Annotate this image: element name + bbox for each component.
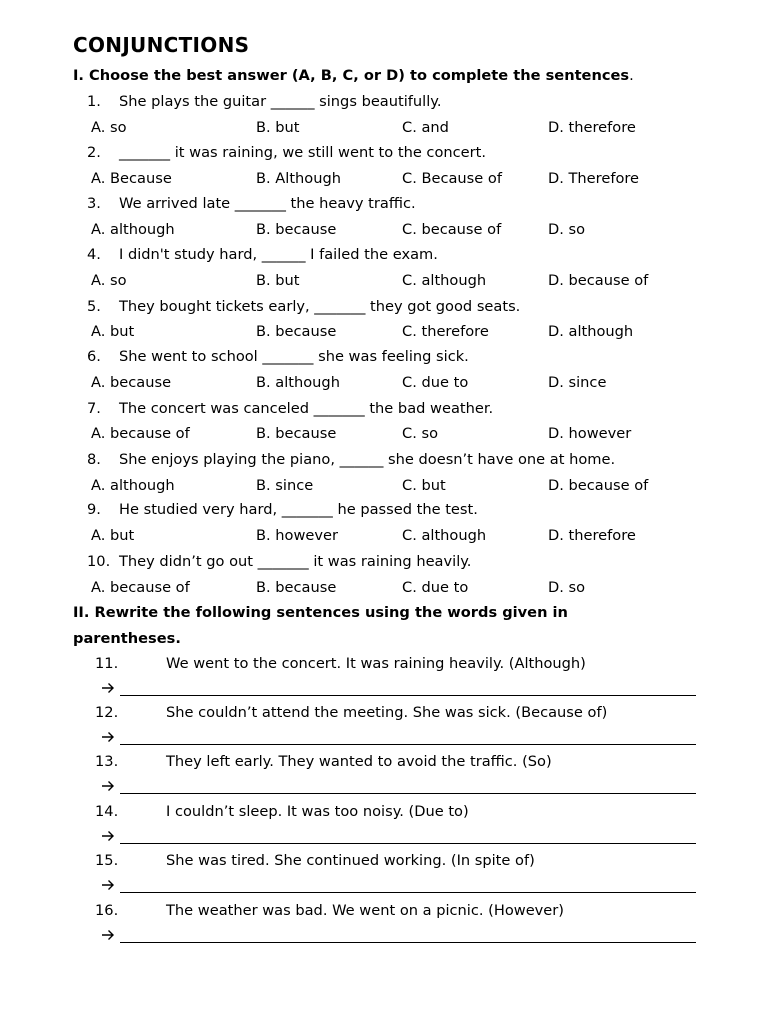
question-8 [87, 450, 615, 470]
question-number: 3. [87, 195, 101, 212]
answer-line-15[interactable] [100, 875, 696, 897]
question-text: The concert was canceled _______ the bad weather. [119, 400, 494, 417]
option-b: B. because [256, 323, 337, 340]
options-6 [91, 373, 711, 393]
answer-line-12[interactable] [100, 727, 696, 749]
rewrite-item-11 [95, 654, 586, 674]
option-d: D. since [548, 374, 607, 391]
question-text: We arrived late _______ the heavy traffic. [119, 195, 416, 212]
rewrite-number: 12. [95, 704, 119, 721]
option-a: A. although [91, 221, 175, 238]
options-8 [91, 476, 711, 496]
question-10 [87, 552, 471, 572]
question-1 [87, 92, 441, 112]
question-number: 4. [87, 246, 101, 263]
rewrite-item-16 [95, 901, 564, 921]
option-a: A. because of [91, 579, 190, 596]
option-a: A. because of [91, 425, 190, 442]
option-b: B. because [256, 579, 337, 596]
option-c: C. but [402, 477, 446, 494]
option-b: B. because [256, 221, 337, 238]
option-c: C. because of [402, 221, 502, 238]
question-5 [87, 297, 520, 317]
arrow-right-icon [100, 776, 116, 796]
option-a: A. but [91, 323, 135, 340]
option-b: B. because [256, 425, 337, 442]
question-text: She went to school _______ she was feeling sick. [119, 348, 469, 365]
section-1-heading-text: I. Choose the best answer (A, B, C, or D) to complete the sentences [73, 67, 630, 84]
question-text: They didn’t go out _______ it was raining heavily. [119, 553, 472, 570]
option-d: D. although [548, 323, 634, 340]
answer-underline [120, 695, 696, 696]
rewrite-number: 16. [95, 902, 119, 919]
rewrite-text: We went to the concert. It was raining heavily. (Although) [166, 655, 586, 672]
rewrite-number: 13. [95, 753, 119, 770]
question-number: 8. [87, 451, 101, 468]
option-d: D. however [548, 425, 632, 442]
option-d: D. because of [548, 477, 649, 494]
option-a: A. although [91, 477, 175, 494]
option-a: A. so [91, 119, 127, 136]
answer-underline [120, 892, 696, 893]
rewrite-item-12 [95, 703, 607, 723]
rewrite-text: I couldn’t sleep. It was too noisy. (Due to) [166, 803, 469, 820]
option-d: D. therefore [548, 527, 636, 544]
option-c: C. Because of [402, 170, 502, 187]
options-10 [91, 578, 711, 598]
options-2 [91, 169, 711, 189]
question-6 [87, 347, 469, 367]
rewrite-number: 14. [95, 803, 119, 820]
option-d: D. so [548, 221, 586, 238]
section-2-heading-line1: II. Rewrite the following sentences using the words given in [73, 604, 568, 621]
arrow-right-icon [100, 678, 116, 698]
rewrite-text: They left early. They wanted to avoid the traffic. (So) [166, 753, 552, 770]
answer-underline [120, 843, 696, 844]
option-b: B. although [256, 374, 340, 391]
option-b: B. since [256, 477, 314, 494]
question-text: They bought tickets early, _______ they got good seats. [119, 298, 521, 315]
question-9 [87, 500, 478, 520]
question-number: 1. [87, 93, 101, 110]
option-a: A. but [91, 527, 135, 544]
arrow-right-icon [100, 925, 116, 945]
question-text: She plays the guitar ______ sings beautifully. [119, 93, 442, 110]
question-text: _______ it was raining, we still went to the concert. [119, 144, 486, 161]
option-a: A. so [91, 272, 127, 289]
option-d: D. Therefore [548, 170, 640, 187]
rewrite-item-13 [95, 752, 552, 772]
option-b: B. but [256, 119, 300, 136]
arrow-right-icon [100, 727, 116, 747]
rewrite-text: The weather was bad. We went on a picnic. (However) [166, 902, 564, 919]
option-c: C. and [402, 119, 449, 136]
section-1-heading-period: . [629, 67, 634, 84]
option-c: C. although [402, 272, 487, 289]
question-4 [87, 245, 438, 265]
question-text: He studied very hard, _______ he passed the test. [119, 501, 478, 518]
answer-line-13[interactable] [100, 776, 696, 798]
option-c: C. due to [402, 579, 469, 596]
question-3 [87, 194, 416, 214]
question-text: I didn't study hard, ______ I failed the exam. [119, 246, 438, 263]
question-number: 7. [87, 400, 101, 417]
option-b: B. Although [256, 170, 341, 187]
question-text: She enjoys playing the piano, ______ she doesn’t have one at home. [119, 451, 616, 468]
answer-line-14[interactable] [100, 826, 696, 848]
answer-line-16[interactable] [100, 925, 696, 947]
rewrite-number: 15. [95, 852, 119, 869]
question-number: 9. [87, 501, 101, 518]
answer-underline [120, 744, 696, 745]
option-a: A. Because [91, 170, 172, 187]
option-b: B. but [256, 272, 300, 289]
answer-underline [120, 942, 696, 943]
question-2 [87, 143, 486, 163]
rewrite-text: She was tired. She continued working. (In spite of) [166, 852, 535, 869]
question-7 [87, 399, 493, 419]
question-number: 6. [87, 348, 101, 365]
options-5 [91, 322, 711, 342]
option-d: D. so [548, 579, 586, 596]
options-1 [91, 118, 711, 138]
arrow-right-icon [100, 826, 116, 846]
rewrite-text: She couldn’t attend the meeting. She was sick. (Because of) [166, 704, 608, 721]
question-number: 2. [87, 144, 101, 161]
option-c: C. so [402, 425, 438, 442]
option-d: D. because of [548, 272, 649, 289]
option-a: A. because [91, 374, 172, 391]
options-9 [91, 526, 711, 546]
arrow-right-icon [100, 875, 116, 895]
answer-underline [120, 793, 696, 794]
option-c: C. due to [402, 374, 469, 391]
page-title: CONJUNCTIONS [73, 33, 250, 57]
option-b: B. however [256, 527, 338, 544]
option-c: C. therefore [402, 323, 489, 340]
options-4 [91, 271, 711, 291]
section-2-heading-line2: parentheses. [73, 630, 181, 647]
options-7 [91, 424, 711, 444]
rewrite-number: 11. [95, 655, 119, 672]
options-3 [91, 220, 711, 240]
question-number: 10. [87, 553, 111, 570]
option-c: C. although [402, 527, 487, 544]
question-number: 5. [87, 298, 101, 315]
rewrite-item-15 [95, 851, 535, 871]
rewrite-item-14 [95, 802, 469, 822]
answer-line-11[interactable] [100, 678, 696, 700]
section-1-heading [73, 66, 634, 86]
option-d: D. therefore [548, 119, 636, 136]
